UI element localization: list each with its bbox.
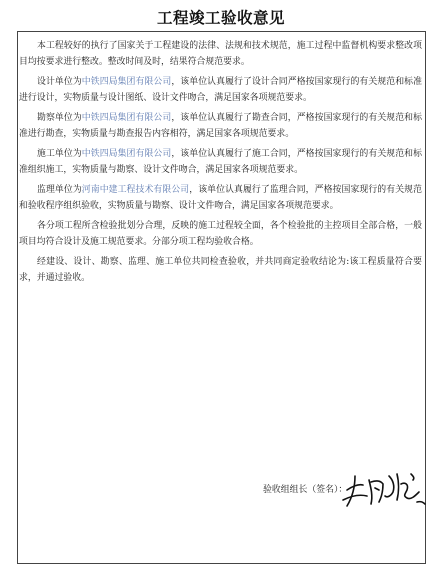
page-title: 工程竣工验收意见 bbox=[156, 8, 285, 27]
construction-prefix: 施工单位为 bbox=[37, 149, 82, 159]
supervision-company: 河南中建工程技术有限公司 bbox=[81, 185, 190, 195]
design-company: 中铁四局集团有限公司 bbox=[81, 77, 172, 87]
design-paragraph bbox=[19, 74, 422, 106]
survey-text: ，该单位认真履行了勘查合同，严格按国家现行的有关规范和标准进行勘查，实物质量与勘查报告内容相符，满足国家各项规范要求。 bbox=[19, 113, 423, 139]
survey-company: 中铁四局集团有限公司 bbox=[81, 113, 172, 123]
construction-company: 中铁四局集团有限公司 bbox=[81, 149, 172, 159]
construction-text: ，该单位认真履行了施工合同，严格按国家现行的有关规范和标准组织施工，实物质量与勘察、设计文件吻合，满足国家各项规范要求。 bbox=[19, 149, 423, 175]
design-text: ，该单位认真履行了设计合同严格按国家现行的有关规范和标准进行设计，实物质量与设计图纸、设计文件吻合，满足国家各项规范要求。 bbox=[19, 77, 423, 103]
subprojects-paragraph: 各分项工程所含检验批划分合理，反映的施工过程较全面，各个检验批的主控项目全部合格，一般项目均符合设计及施工规范要求。分部分项工程均验收合格。 bbox=[19, 221, 422, 247]
supervision-paragraph bbox=[19, 182, 422, 214]
handwritten-signature bbox=[341, 466, 427, 512]
supervision-text: ，该单位认真履行了监理合同，严格按国家现行的有关规范和验收程序组织验收，实物质量与勘察、设计文件吻合，满足国家各项规范要求。 bbox=[19, 185, 423, 211]
intro-paragraph: 本工程较好的执行了国家关于工程建设的法律、法规和技术规范，施工过程中监督机构要求整改项目均按要求进行整改。整改时间及时，结果符合规范要求。 bbox=[19, 41, 422, 67]
document-body bbox=[19, 38, 422, 290]
construction-paragraph bbox=[19, 146, 422, 178]
signature-block bbox=[263, 476, 428, 516]
survey-paragraph bbox=[19, 110, 422, 142]
survey-prefix: 勘察单位为 bbox=[37, 113, 82, 123]
signature-label: 验收组组长（签名）： bbox=[263, 485, 348, 495]
design-prefix: 设计单位为 bbox=[37, 77, 82, 87]
supervision-prefix: 监理单位为 bbox=[37, 185, 82, 195]
conclusion-paragraph: 经建设、设计、勘察、监理、施工单位共同检查验收，并共同商定验收结论为:该工程质量符合要求，并通过验收。 bbox=[19, 257, 422, 283]
